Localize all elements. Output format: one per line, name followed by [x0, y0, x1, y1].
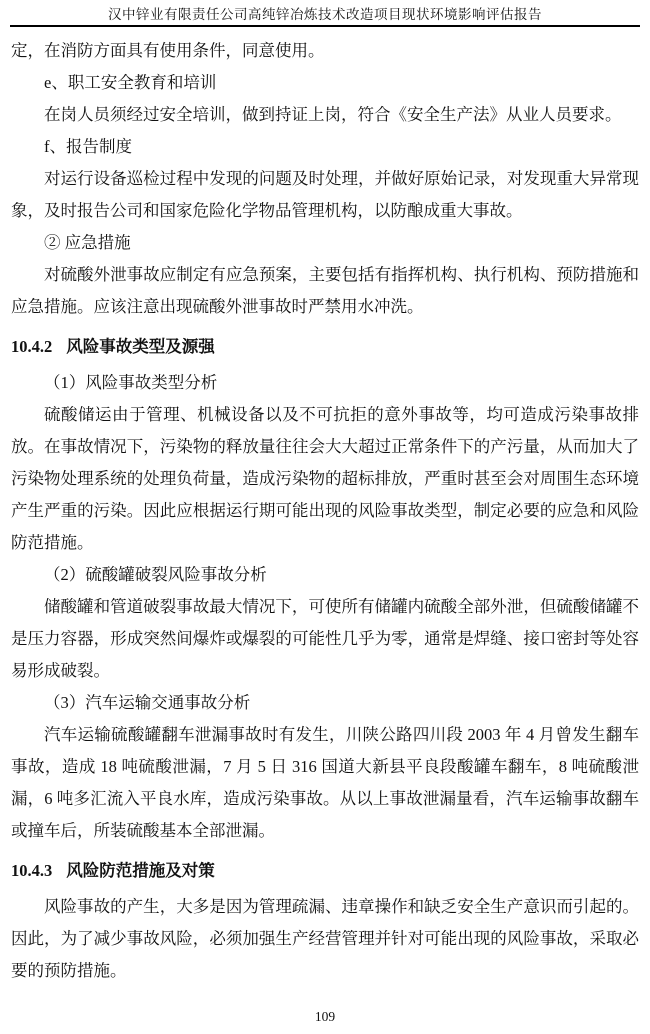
page-header — [0, 0, 650, 27]
paragraph: 对硫酸外泄事故应制定有应急预案，主要包括有指挥机构、执行机构、预防措施和应急措施。应该注意出现硫酸外泄事故时严禁用水冲洗。 — [11, 265, 639, 316]
page-number: 109 — [314, 1009, 336, 1024]
paragraph: 定，在消防方面具有使用条件，同意使用。 — [11, 41, 325, 60]
paragraph: 对运行设备巡检过程中发现的问题及时处理，并做好原始记录，对发现重大异常现象，及时报告公司和国家危险化学物品管理机构，以防酿成重大事故。 — [11, 169, 639, 220]
paragraph: 在岗人员须经过安全培训，做到持证上岗，符合《安全生产法》从业人员要求。 — [44, 105, 622, 124]
paragraph: （3）汽车运输交通事故分析 — [44, 693, 251, 712]
paragraph: 汽车运输硫酸罐翻车泄漏事故时有发生，川陕公路四川段 2003 年 4 月曾发生翻车事故，造成 18 吨硫酸泄漏，7 月 5 日 316 国道大新县平良段酸罐车翻车，8 吨硫酸泄漏，6 吨多汇流入平良水库，造成污染事故。从以上事故泄漏量看，汽车运输事故翻车或撞车后，所装硫酸基本全部泄漏。 — [11, 725, 639, 840]
paragraph: 风险事故的产生，大多是因为管理疏漏、违章操作和缺乏安全生产意识而引起的。因此，为了减少事故风险，必须加强生产经营管理并针对可能出现的风险事故，采取必要的预防措施。 — [11, 897, 639, 980]
document-body — [0, 27, 650, 987]
section-number: 10.4.3 — [11, 861, 53, 880]
page-footer — [0, 1008, 650, 1026]
section-heading — [11, 855, 639, 887]
paragraph: 硫酸储运由于管理、机械设备以及不可抗拒的意外事故等，均可造成污染事故排放。在事故情况下，污染物的释放量往往会大大超过正常条件下的产污量，从而加大了污染物处理系统的处理负荷量，造成污染物的超标排放，严重时甚至会对周围生态环境产生严重的污染。因此应根据运行期可能出现的风险事故类型，制定必要的应急和风险防范措施。 — [11, 405, 639, 552]
paragraph: （2）硫酸罐破裂风险事故分析 — [44, 565, 267, 584]
section-title: 风险防范措施及对策 — [66, 861, 215, 880]
header-title: 汉中锌业有限责任公司高纯锌冶炼技术改造项目现状环境影响评估报告 — [108, 7, 542, 22]
paragraph: e、职工安全教育和培训 — [44, 73, 217, 92]
section-title: 风险事故类型及源强 — [66, 337, 215, 356]
paragraph: f、报告制度 — [44, 137, 132, 156]
section-heading — [11, 331, 639, 363]
paragraph: （1）风险事故类型分析 — [44, 373, 218, 392]
paragraph: 储酸罐和管道破裂事故最大情况下，可使所有储罐内硫酸全部外泄，但硫酸储罐不是压力容器，形成突然间爆炸或爆裂的可能性几乎为零，通常是焊缝、接口密封等处容易形成破裂。 — [11, 597, 639, 680]
paragraph: ② 应急措施 — [44, 233, 131, 252]
section-number: 10.4.2 — [11, 337, 53, 356]
